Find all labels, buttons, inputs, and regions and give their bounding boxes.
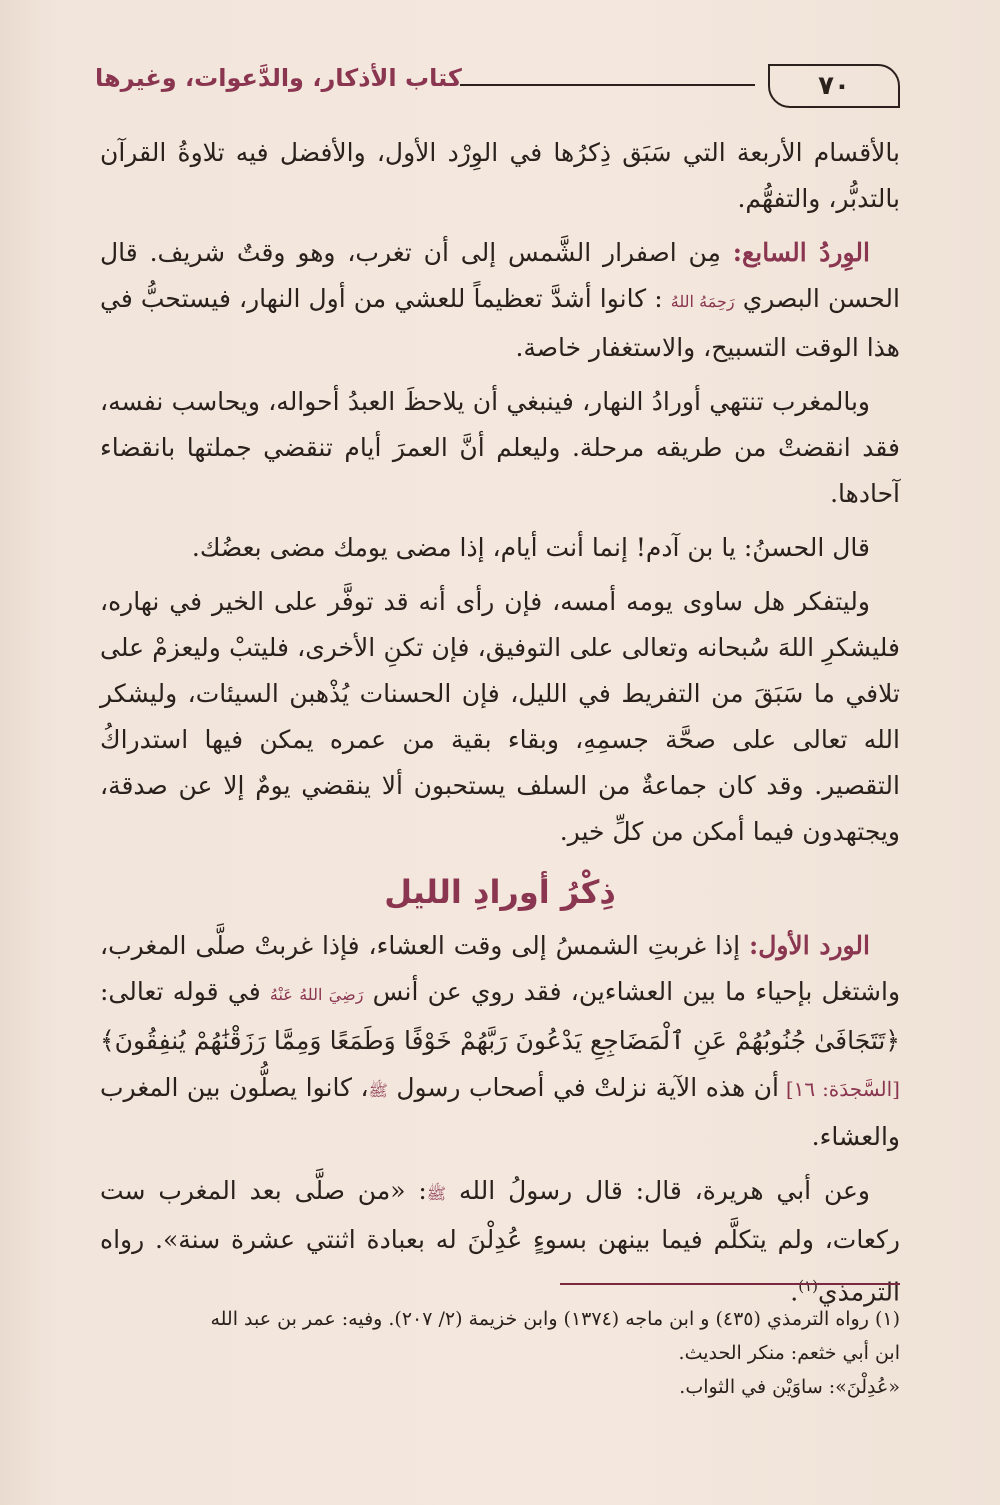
footnote-1-line-1: (١) رواه الترمذي (٤٣٥) و ابن ماجه (١٣٧٤) وابن خزيمة (٢/ ٢٠٧). وفيه: عمر بن عبد الله bbox=[210, 1308, 900, 1330]
paragraph-1: بالأقسام الأربعة التي سَبَق ذِكرُها في الوِرْد الأول، والأفضل فيه تلاوةُ القرآن بالتدبُّر، والتفهُّم. bbox=[100, 138, 900, 213]
paragraph-3: وبالمغرب تنتهي أورادُ النهار، فينبغي أن يلاحظَ العبدُ أحواله، ويحاسب نفسه، فقد انقضتْ من طريقه مرحلة. وليعلم أنَّ العمرَ أيام تنقضي جملتها بانقضاء آحادها. bbox=[100, 387, 900, 508]
paragraph-6-text-c: أن هذه الآية نزلتْ في أصحاب رسول bbox=[396, 1073, 779, 1102]
paragraph-4: قال الحسنُ: يا بن آدم! إنما أنت أيام، إذا مضى يومك مضى بعضُك. bbox=[191, 533, 870, 562]
paragraph-7-text-a: وعن أبي هريرة، قال: قال رسولُ الله bbox=[458, 1176, 870, 1205]
running-title: كتاب الأذكار، والدَّعوات، وغيرها bbox=[95, 64, 462, 92]
paragraph-wird-seventh bbox=[100, 230, 900, 371]
honorific-mark: رَضِيَ اللهُ عَنْهُ bbox=[269, 985, 364, 1004]
quran-verse: ﴿تَتَجَافَىٰ جُنُوبُهُمْ عَنِ ٱلْمَضَاجِعِ يَدْعُونَ رَبَّهُمْ خَوْفًا وَطَمَعًا وَمِمَّا رَزَقْنَٰهُمْ يُنفِقُونَ﴾ bbox=[100, 1026, 900, 1055]
page-number: ٧٠ bbox=[768, 64, 900, 108]
salawat-mark: ﷺ bbox=[426, 1184, 447, 1203]
paragraph-2-text-b: : كانوا أشدَّ تعظيماً للعشي من أول النهار، فيستحبُّ في هذا الوقت التسبيح، والاستغفار خاصة. bbox=[100, 284, 900, 362]
paragraph-6-text-d: ، كانوا يصلُّون بين المغرب والعشاء. bbox=[100, 1073, 900, 1151]
footnote-separator bbox=[560, 1283, 900, 1285]
paragraph-2-text-a: مِن اصفرار الشَّمس إلى أن تغرب، وهو وقتٌ شريف. قال الحسن البصري bbox=[100, 238, 900, 313]
salawat-mark: ﷺ bbox=[368, 1081, 388, 1100]
paragraph-7 bbox=[100, 1168, 900, 1315]
main-text bbox=[100, 130, 900, 1323]
paragraph-7-text-b: : «من صلَّى بعد المغرب ست ركعات، ولم يتكلَّم فيما بينهن بسوءٍ عُدِلْنَ له بعبادة اثنتي عشرة سنة». رواه الترمذي bbox=[100, 1176, 900, 1307]
footnote-marker[interactable]: (١) bbox=[798, 1277, 819, 1295]
paragraph-6-text-a: إذا غربتِ الشمسُ إلى وقت العشاء، فإذا غربتْ صلَّى المغرب، واشتغل بإحياء ما بين العشاءين، فقد روي عن أنس bbox=[100, 931, 901, 1006]
verse-reference: [السَّجدَة: ١٦] bbox=[778, 1077, 900, 1101]
paragraph-wird-first bbox=[100, 923, 900, 1160]
section-title: ذِكْرُ أورادِ الليل bbox=[384, 873, 616, 911]
paragraph-7-end: . bbox=[790, 1277, 799, 1307]
header-rule bbox=[460, 84, 755, 86]
paragraph-6-text-b: في قوله تعالى: bbox=[100, 977, 270, 1006]
page-header bbox=[95, 60, 900, 110]
footnote-1-line-2: ابن أبي خثعم: منكر الحديث. bbox=[678, 1342, 900, 1364]
honorific-mark: رَحِمَهُ اللهُ bbox=[670, 292, 735, 311]
footnotes bbox=[100, 1302, 900, 1404]
paragraph-5: وليتفكر هل ساوى يومه أمسه، فإن رأى أنه قد توفَّر على الخير في نهاره، فليشكرِ اللهَ سُبحانه وتعالى على التوفيق، فإن تكنِ الأخرى، فليتبْ وليعزمْ على تلافي ما سَبَقَ من التفريط في الليل، فإن الحسنات يُذْهبن السيئات، وليشكر الله تعالى على صحَّة جسمِهِ، وبقاء بقية من عمره يمكن فيها استدراكُ التقصير. وقد كان جماعةٌ من السلف يستحبون ألا ينقضي يومٌ إلا عن صدقة، ويجتهدون فيما أمكن من كلِّ خير. bbox=[100, 587, 900, 846]
wird-first-label: الورد الأول: bbox=[748, 931, 870, 960]
footnote-1-line-3: «عُدِلْنَ»: ساوَيْن في الثواب. bbox=[679, 1376, 900, 1398]
wird-seventh-label: الوِردُ السابع: bbox=[732, 238, 870, 267]
